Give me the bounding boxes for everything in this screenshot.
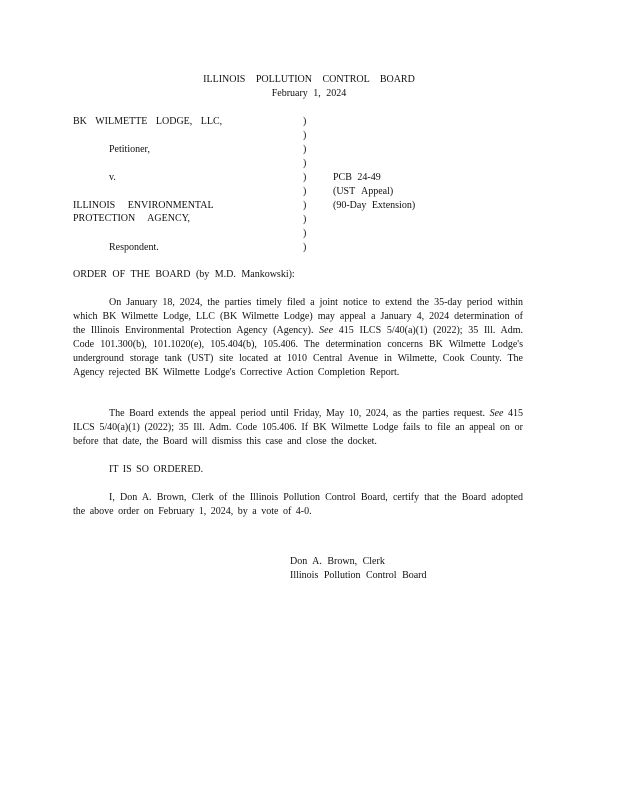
paragraph-1-see: See bbox=[319, 325, 334, 336]
order-heading: ORDER OF THE BOARD (by M.D. Mankowski): bbox=[73, 269, 295, 280]
caption-paren: ) bbox=[303, 214, 307, 225]
order-date: February 1, 2024 bbox=[271, 88, 347, 99]
caption-paren: ) bbox=[303, 130, 307, 141]
respondent-name-line1: ILLINOIS ENVIRONMENTAL bbox=[73, 200, 214, 211]
signature-agency: Illinois Pollution Control Board bbox=[290, 570, 427, 581]
respondent-label: Respondent. bbox=[109, 242, 159, 253]
extension-note: (90-Day Extension) bbox=[333, 200, 416, 211]
board-name-heading: ILLINOIS POLLUTION CONTROL BOARD bbox=[203, 74, 415, 85]
order-paragraph-1 bbox=[73, 296, 523, 380]
petitioner-label: Petitioner, bbox=[109, 144, 150, 155]
caption-paren: ) bbox=[303, 200, 307, 211]
case-type: (UST Appeal) bbox=[333, 186, 394, 197]
caption-paren: ) bbox=[303, 172, 307, 183]
clerk-certification: I, Don A. Brown, Clerk of the Illinois Pollution Control Board, certify that the Board adopted the above order on February 1, 2024, by a vote of 4-0. bbox=[73, 492, 523, 517]
order-paragraph-2 bbox=[73, 407, 523, 449]
paragraph-1-part2: 415 ILCS 5/40(a)(1) (2022); 35 Ill. Adm. Code 101.300(b), 101.1020(e), 105.404(b), 105.406. The determination concerns BK Wilmette Lodge's underground storage tank (UST) site located at 1010 Central Avenue in Wilmette, Cook County. The Agency rejected BK Wilmette Lodge's Corrective Action Completion Report. bbox=[73, 325, 524, 378]
case-number: PCB 24-49 bbox=[333, 172, 381, 183]
caption-paren: ) bbox=[303, 158, 307, 169]
caption-paren: ) bbox=[303, 242, 307, 253]
caption-paren: ) bbox=[303, 144, 307, 155]
caption-paren: ) bbox=[303, 116, 307, 127]
paragraph-2-see: See bbox=[489, 408, 504, 419]
signature-name: Don A. Brown, Clerk bbox=[290, 556, 385, 567]
paragraph-2-part1: The Board extends the appeal period until Friday, May 10, 2024, as the parties request. bbox=[109, 408, 486, 419]
caption-paren: ) bbox=[303, 186, 307, 197]
respondent-name-line2: PROTECTION AGENCY, bbox=[73, 213, 191, 224]
paragraph-2-part2: 415 ILCS 5/40(a)(1) (2022); 35 Ill. Adm. Code 105.406. If BK Wilmette Lodge fails to file an appeal on or before that date, the Board will dismiss this case and close the docket. bbox=[73, 408, 524, 447]
caption-paren: ) bbox=[303, 228, 307, 239]
so-ordered: IT IS SO ORDERED. bbox=[109, 464, 204, 475]
versus-label: v. bbox=[109, 172, 116, 183]
paragraph-1-part1: On January 18, 2024, the parties timely filed a joint notice to extend the 35-day period within which BK Wilmette Lodge, LLC (BK Wilmette Lodge) may appeal a January 4, 2024 determination of the Illinois Environmental Protection Agency (Agency). bbox=[73, 297, 523, 336]
petitioner-name: BK WILMETTE LODGE, LLC, bbox=[73, 116, 223, 127]
